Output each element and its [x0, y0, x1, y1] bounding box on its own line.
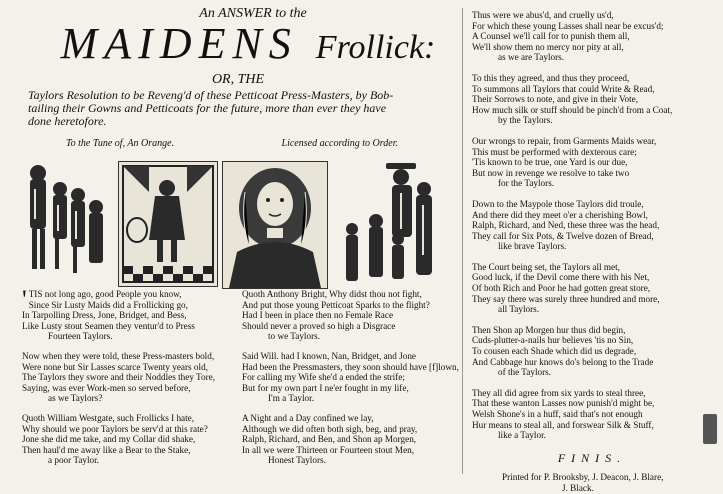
verse-line: Then Shon ap Morgen hur thus did begin,	[472, 324, 626, 335]
title-main	[38, 19, 458, 70]
verse-line: But now in revenge we resolve to take two	[472, 167, 630, 178]
woodcut-crowd-left	[20, 159, 112, 287]
title-line-1: An ANSWER to the	[199, 6, 307, 21]
verse-line: A Counsel we'll call for to punish them all,	[472, 31, 630, 42]
verse-line: Quoth William Westgate, such Frollicks I hate,	[22, 412, 195, 423]
verse-line: This must be performed with dexterous care;	[472, 146, 637, 157]
verse-refrain: like brave Taylors.	[498, 241, 567, 252]
verse-line: For which these young Lasses shall near be excus'd;	[472, 20, 664, 31]
page-divider	[462, 8, 463, 474]
verse-refrain: by the Taylors.	[498, 115, 553, 126]
verse-refrain: to we Taylors.	[268, 331, 321, 342]
verse-line: The Court being set, the Taylors all met,	[472, 261, 620, 272]
stanza	[22, 413, 228, 466]
subtitle	[28, 89, 458, 128]
verse-line: Now when they were told, these Press-masters bold,	[22, 350, 215, 361]
tune-text: To the Tune of, An Orange.	[66, 138, 175, 149]
verse-refrain: Honest Taylors.	[268, 455, 326, 466]
verse-line: Thus were we abus'd, and cruelly us'd,	[472, 10, 614, 20]
verse-line: Cuds-plutter-a-nails hur believes 'tis no Sin,	[472, 335, 634, 346]
stanza	[242, 289, 452, 342]
woodcut-portrait	[222, 161, 328, 289]
right-verse-column	[472, 10, 712, 494]
verse-line: And there did they meet o'er a cherishing Bowl,	[472, 209, 648, 220]
verse-refrain: as we Taylors?	[48, 393, 103, 404]
verse-line: Although we did often both sigh, beg, and pray,	[242, 423, 418, 434]
verse-refrain: as we are Taylors.	[498, 52, 565, 63]
verse-line: Since Sir Lusty Maids did a Frollicking go,	[28, 299, 188, 310]
left-panel	[18, 6, 458, 289]
stanza	[22, 285, 228, 342]
title-frollick: Frollick:	[315, 29, 436, 66]
stanza	[472, 73, 712, 126]
verse-line: They all did agree from six yards to steal three,	[472, 387, 646, 398]
verse-column-2	[242, 289, 459, 475]
verse-line: Our wrongs to repair, from Garments Maids wear,	[472, 135, 657, 146]
stanza	[472, 136, 712, 189]
verse-line: Jone she did me take, and my Collar did shake,	[22, 434, 196, 445]
imprint-line: Printed for P. Brooksby, J. Deacon, J. Blare,	[502, 471, 664, 482]
drop-cap: '	[22, 285, 27, 314]
subtitle-line: Taylors Resolution to be Reveng'd of these Petticoat Press-Masters, by Bob-	[28, 88, 394, 102]
stanza	[472, 10, 712, 63]
verse-line: Like Lusty stout Seamen they ventur'd to Press	[22, 320, 195, 331]
verse-line: Of both Rich and Poor he had gotten great store,	[472, 283, 651, 294]
title-maidens: MAIDENS	[60, 19, 298, 68]
tune-row	[66, 138, 398, 149]
subtitle-line: tailing their Gowns and Petticoats for the future, more than ever they have	[28, 101, 387, 115]
verse-line: Were none but Sir Lasses scarce Twenty years old,	[22, 361, 208, 372]
verse-line: How much silk or stuff should be pinch'd from a Coat,	[472, 104, 673, 115]
stanza	[22, 351, 228, 404]
imprint-line: J. Black.	[562, 482, 594, 493]
verse-line: Their Sorrows to note, and give in their Vote,	[472, 94, 639, 105]
verse-line: To this they agreed, and thus they proceed,	[472, 72, 630, 83]
verse-line: Quoth Anthony Bright, Why didst thou not fight,	[242, 289, 422, 299]
verse-line: But for my own part I ne'er fought in my life,	[242, 382, 409, 393]
verse-line: Ralph, Richard, and Ned, these three was the head,	[472, 220, 660, 231]
stanza	[472, 388, 712, 441]
imprint	[502, 472, 712, 494]
verse-line: Saying, was ever Work-men so served before,	[22, 382, 191, 393]
verse-line: Had I been in place then no Female Race	[242, 310, 394, 321]
verse-refrain: Fourteen Taylors.	[48, 331, 113, 342]
verse-line: A Night and a Day confined we lay,	[242, 412, 374, 423]
verse-line: 'Tis known to be true, one Yard is our due,	[472, 157, 628, 168]
verse-column-1	[22, 285, 228, 475]
finis-heading: FINIS.	[557, 450, 627, 465]
stanza	[472, 262, 712, 315]
verse-line: Hur means to steal all, and forswear Silk & Stuff,	[472, 419, 654, 430]
verse-line: They call for Six Pots, & Twelve dozen of Bread,	[472, 230, 654, 241]
verse-line: Welsh Shone's in a huff, said that's not enough	[472, 409, 643, 419]
library-stamp	[703, 414, 717, 444]
verse-line: We'll show them no mercy nor pity at all,	[472, 41, 624, 52]
subtitle-line: done heretofore.	[28, 114, 107, 128]
stanza	[242, 413, 452, 466]
stanza	[472, 199, 712, 252]
stanza	[242, 350, 459, 404]
verse-line: They say there was surely three hundred and more,	[472, 293, 660, 304]
verse-refrain: all Taylors.	[498, 304, 540, 315]
verse-line: For calling my Wife she'd a ended the strife;	[242, 372, 405, 383]
verse-refrain: a poor Taylor.	[48, 455, 99, 466]
verse-refrain: I'm a Taylor.	[268, 393, 315, 404]
stanza	[472, 325, 712, 378]
verse-line: The Taylors they swore and their Noddles they Tore,	[22, 372, 216, 383]
woodcut-illustrations	[18, 159, 458, 289]
verse-line: TIS not long ago, good People you know,	[28, 289, 182, 299]
verse-line: Said Will. had I known, Nan, Bridget, and Jone	[242, 350, 416, 361]
verse-line: To summons all Taylors that could Write & Read,	[472, 83, 655, 94]
verse-line: In all we were Thirteen or Fourteen stout Men,	[242, 444, 415, 455]
verse-refrain: like a Taylor.	[498, 430, 546, 441]
verse-line: To cousen each Shade which did us degrade,	[472, 346, 637, 357]
verse-line: Had been the Pressmasters, they soon should have [f]lown,	[242, 361, 459, 372]
verse-line: And put those young Petticoat Sparks to the flight?	[242, 299, 430, 310]
verse-line: Ralph, Richard, and Ben, and Shon ap Morgen,	[242, 434, 417, 445]
license-text: Licensed according to Order.	[281, 138, 398, 149]
verse-line: Should never a proved so high a Disgrace	[242, 320, 396, 331]
verse-line: Then haul'd me away like a Bear to the Stake,	[22, 444, 191, 455]
verse-line: In Tarpolling Dress, Jone, Bridget, and Bess,	[22, 310, 187, 321]
verse-line: Why should we poor Taylors be serv'd at this rate?	[22, 423, 208, 434]
title-line-3: OR, THE	[211, 72, 265, 87]
verse-refrain: for the Taylors.	[498, 178, 555, 189]
woodcut-gentleman	[118, 161, 218, 287]
left-verse-columns	[22, 285, 459, 475]
verse-line: Good luck, if the Devil come there with his Net,	[472, 272, 650, 283]
verse-line: And Cabbage hur knows do's belong to the Trade	[472, 356, 654, 367]
verse-refrain: of the Taylors.	[498, 367, 552, 378]
woodcut-crowd-right	[332, 159, 444, 287]
verse-line: Down to the Maypole those Taylors did troule,	[472, 198, 644, 209]
verse-line: That these wanton Lasses now punish'd might be,	[472, 398, 655, 409]
